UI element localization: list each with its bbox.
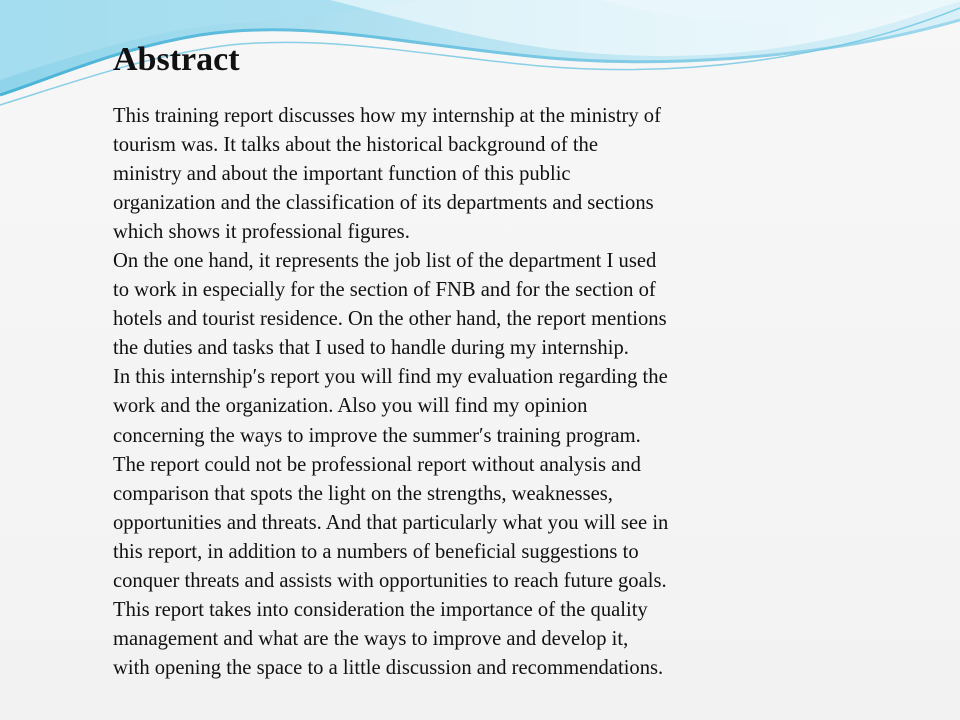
abstract-body (113, 102, 773, 683)
abstract-paragraph: This report takes into consideration the importance of the quality management and what are the ways to improve and develop it, with opening the space to a little discussion and recommendations. (113, 598, 664, 679)
slide-title: Abstract (113, 41, 240, 78)
abstract-paragraph: This training report discusses how my internship at the ministry of tourism was. It talks about the historical background of the ministry and about the important function of this public organization and the classification of its departments and sections which shows it professional figures. (113, 105, 661, 244)
abstract-paragraph: In this internship′s report you will find my evaluation regarding the work and the organization. Also you will find my opinion concerning the ways to improve the summer′s training program. (113, 366, 668, 447)
abstract-paragraph: On the one hand, it represents the job list of the department I used to work in especially for the section of FNB and for the section of hotels and tourist residence. On the other hand, the report mentions the duties and tasks that I used to handle during my internship. (113, 250, 667, 360)
abstract-paragraph: The report could not be professional report without analysis and comparison that spots the light on the strengths, weaknesses, opportunities and threats. And that particularly what you will see in this report, in addition to a numbers of beneficial suggestions to conquer threats and assists with opportunities to reach future goals. (113, 453, 669, 592)
